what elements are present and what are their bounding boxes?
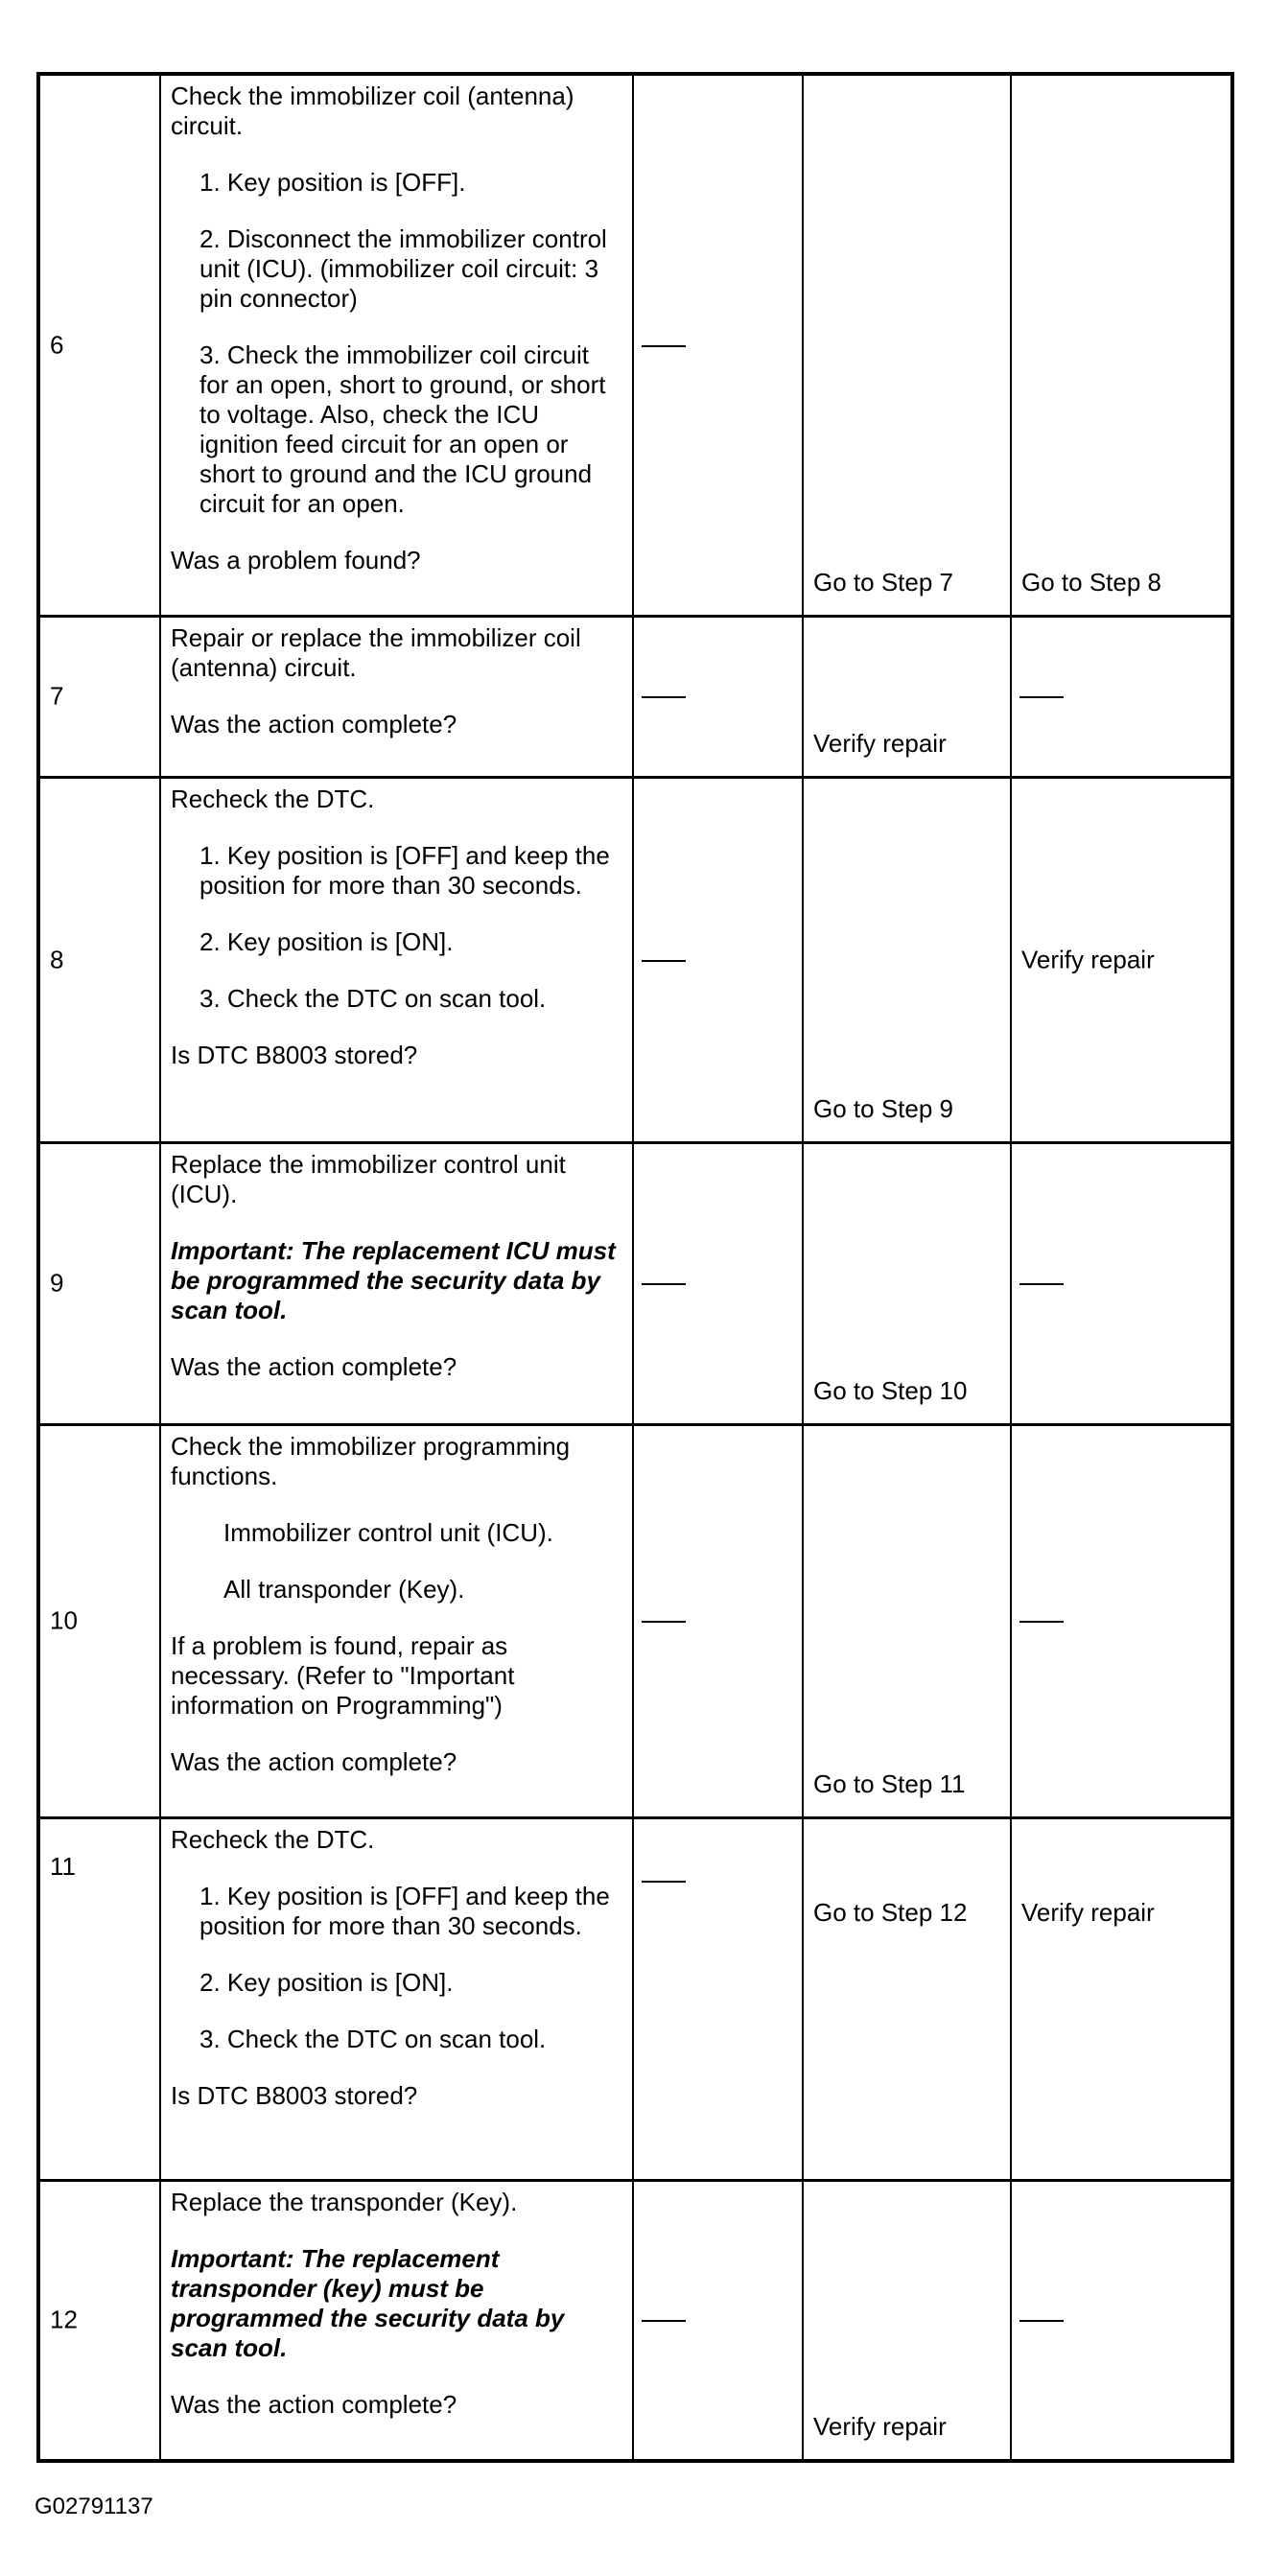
step-number: 7 — [50, 681, 64, 711]
step-number: 12 — [50, 2305, 78, 2334]
yes-result: Go to Step 10 — [813, 1375, 968, 1405]
no-cell — [1011, 74, 1232, 616]
no-dash — [1019, 2320, 1064, 2322]
value-cell — [633, 2180, 803, 2461]
action-question: Was a problem found? — [171, 546, 421, 574]
action-text: Recheck the DTC. — [171, 784, 375, 813]
value-dash — [642, 2320, 686, 2322]
action-cell — [160, 1142, 633, 1424]
action-question: Is DTC B8003 stored? — [171, 2080, 418, 2110]
action-substep: 2. Disconnect the immobilizer control unit (ICU). (immobilizer coil circuit: 3 pin connector) — [199, 224, 607, 313]
yes-result: Go to Step 9 — [813, 1093, 953, 1123]
action-question: Was the action complete? — [171, 2389, 457, 2419]
yes-cell — [803, 616, 1011, 777]
action-substep: 3. Check the DTC on scan tool. — [199, 2024, 547, 2053]
value-cell — [633, 616, 803, 777]
step-cell — [38, 1142, 160, 1424]
yes-result: Verify repair — [813, 728, 947, 758]
action-text: Recheck the DTC. — [171, 1824, 375, 1854]
action-substep: 1. Key position is [OFF] and keep the position for more than 30 seconds. — [199, 840, 610, 900]
no-cell — [1011, 2180, 1232, 2461]
step-number: 9 — [50, 1268, 64, 1298]
diagnostic-table — [36, 72, 1234, 2463]
no-result: Verify repair — [1021, 1897, 1155, 1927]
action-text: Repair or replace the immobilizer coil (antenna) circuit. — [171, 622, 581, 682]
action-text: Replace the immobilizer control unit (ICU). — [171, 1149, 566, 1208]
action-substep: 3. Check the DTC on scan tool. — [199, 983, 547, 1013]
step-cell — [38, 2180, 160, 2461]
no-dash — [1019, 1283, 1064, 1285]
table-row — [38, 777, 1232, 1142]
step-number: 8 — [50, 945, 64, 973]
action-question: Is DTC B8003 stored? — [171, 1040, 418, 1069]
table-row — [38, 1424, 1232, 1817]
no-cell — [1011, 1424, 1232, 1817]
action-cell — [160, 616, 633, 777]
action-substep: 1. Key position is [OFF]. — [199, 168, 466, 197]
no-cell — [1011, 1817, 1232, 2180]
value-dash — [642, 696, 686, 698]
action-question: Was the action complete? — [171, 1351, 457, 1381]
table-row — [38, 74, 1232, 616]
table-row — [38, 616, 1232, 777]
no-cell — [1011, 777, 1232, 1142]
action-text: If a problem is found, repair as necessary. (Refer to "Important information on Programming") — [171, 1630, 515, 1720]
action-text: Check the immobilizer coil (antenna) circuit. — [171, 82, 574, 140]
value-cell — [633, 777, 803, 1142]
yes-result: Go to Step 12 — [813, 1897, 968, 1927]
no-result: Go to Step 8 — [1021, 567, 1161, 597]
action-substep: All transponder (Key). — [223, 1574, 465, 1604]
figure-id: G02791137 — [35, 2494, 153, 2519]
no-cell — [1011, 616, 1232, 777]
action-cell — [160, 1424, 633, 1817]
table-row — [38, 2180, 1232, 2461]
yes-cell — [803, 2180, 1011, 2461]
value-cell — [633, 1424, 803, 1817]
action-substep: 1. Key position is [OFF] and keep the position for more than 30 seconds. — [199, 1881, 610, 1940]
yes-result: Go to Step 11 — [813, 1768, 966, 1798]
yes-cell — [803, 1142, 1011, 1424]
step-cell — [38, 777, 160, 1142]
important-note: Important: The replacement ICU must be programmed the security data by scan tool. — [171, 1235, 616, 1324]
value-dash — [642, 345, 686, 347]
table-row — [38, 1817, 1232, 2180]
action-cell — [160, 777, 633, 1142]
yes-result: Go to Step 7 — [813, 567, 953, 597]
no-dash — [1019, 696, 1064, 698]
value-dash — [642, 960, 686, 962]
important-note: Important: The replacement transponder (key) must be programmed the security data by scan tool. — [171, 2243, 565, 2362]
value-cell — [633, 74, 803, 616]
step-number: 6 — [50, 330, 64, 360]
step-cell — [38, 1424, 160, 1817]
step-cell — [38, 74, 160, 616]
step-cell — [38, 1817, 160, 2180]
no-cell — [1011, 1142, 1232, 1424]
action-cell — [160, 1817, 633, 2180]
yes-cell — [803, 1424, 1011, 1817]
no-dash — [1019, 1621, 1064, 1623]
step-cell — [38, 616, 160, 777]
action-substep: Immobilizer control unit (ICU). — [223, 1517, 553, 1547]
value-dash — [642, 1621, 686, 1623]
action-question: Was the action complete? — [171, 1746, 457, 1776]
yes-cell — [803, 1817, 1011, 2180]
step-number: 10 — [50, 1605, 78, 1635]
value-dash — [642, 1283, 686, 1285]
yes-cell — [803, 777, 1011, 1142]
yes-result: Verify repair — [813, 2412, 947, 2441]
table-row — [38, 1142, 1232, 1424]
action-cell — [160, 74, 633, 616]
action-text: Replace the transponder (Key). — [171, 2187, 518, 2216]
action-question: Was the action complete? — [171, 709, 457, 738]
action-substep: 2. Key position is [ON]. — [199, 926, 454, 956]
action-substep: 3. Check the immobilizer coil circuit for an open, short to ground, or short to voltage. Also, check the ICU ignition feed circuit for an open or short to ground and the ICU ground circuit for an open. — [199, 340, 606, 518]
action-cell — [160, 2180, 633, 2461]
action-substep: 2. Key position is [ON]. — [199, 1967, 454, 1997]
step-number: 11 — [50, 1851, 76, 1881]
no-result: Verify repair — [1021, 945, 1155, 973]
value-cell — [633, 1817, 803, 2180]
value-cell — [633, 1142, 803, 1424]
value-dash — [642, 1881, 686, 1883]
yes-cell — [803, 74, 1011, 616]
action-text: Check the immobilizer programming functions. — [171, 1431, 571, 1490]
